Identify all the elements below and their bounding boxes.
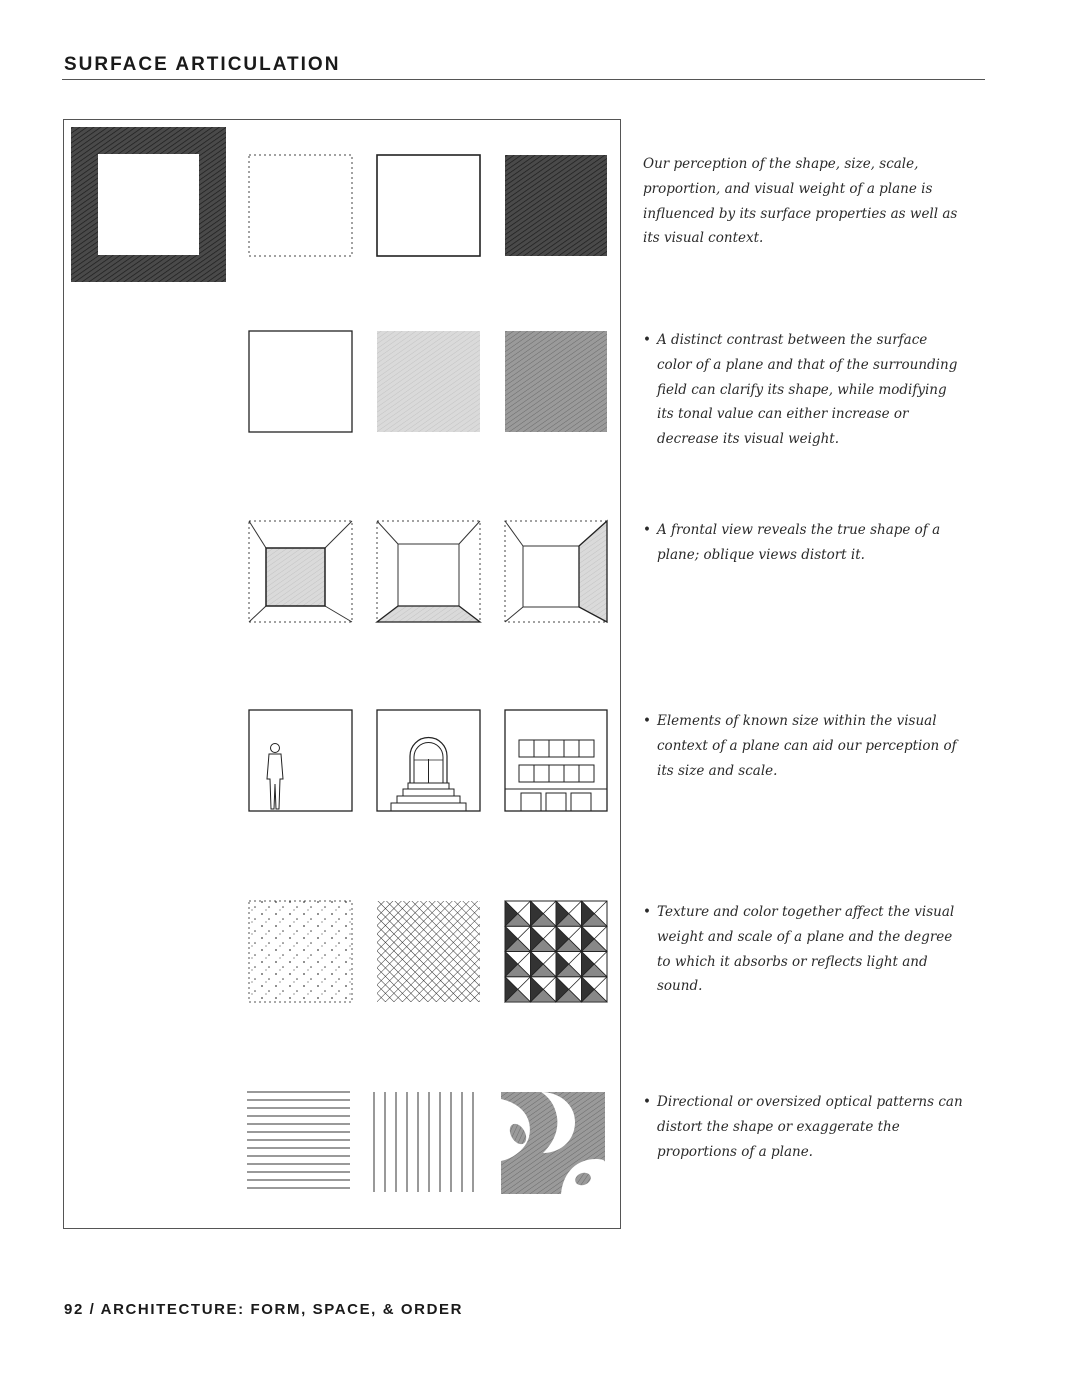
bullet-dot: • (643, 332, 651, 348)
windows-facade-plane (505, 710, 607, 811)
vertical-stripes-square (374, 1092, 473, 1192)
row-3-perspective-views (249, 521, 607, 622)
horizontal-stripes-square (247, 1092, 350, 1188)
row-6-optical-patterns (247, 1092, 605, 1194)
oversized-letter-pattern-square (501, 1092, 605, 1194)
intro-paragraph: Our perception of the shape, size, scale, proportion, and visual weight of a plane is influenced by its surface properties as well as its visual context. (643, 156, 958, 247)
oblique-view-floor (377, 521, 480, 622)
row-2-tonal-squares (249, 331, 607, 432)
row-5-textures (249, 901, 607, 1002)
bullet-tonal-contrast (643, 328, 963, 452)
mid-shaded-square (505, 331, 607, 432)
oblique-view-wall (505, 521, 607, 622)
page-title: SURFACE ARTICULATION (64, 54, 341, 75)
bullet-texture-color (643, 900, 963, 999)
bullet-dot: • (643, 1094, 651, 1110)
bullet-dot: • (643, 522, 651, 538)
bullet-text: Texture and color together affect the visual weight and scale of a plane and the degree to which it absorbs or reflects light and sound. (657, 904, 955, 995)
page-footer: 92 / ARCHITECTURE: FORM, SPACE, & ORDER (64, 1301, 464, 1318)
human-figure-plane (249, 710, 352, 811)
doorway-steps-plane (377, 710, 480, 811)
dotted-outline-square (249, 155, 352, 256)
bullet-known-size (643, 709, 963, 783)
crosshatch-texture-square (377, 901, 480, 1002)
bullet-dot: • (643, 904, 651, 920)
bullet-text: Directional or oversized optical patterns can distort the shape or exaggerate the proportions of a plane. (657, 1094, 963, 1160)
bullet-text: A distinct contrast between the surface color of a plane and that of the surrounding field can clarify its shape, while modifying its tonal value can either increase or decrease its visual weight. (657, 332, 958, 448)
bullet-optical-patterns (643, 1090, 963, 1164)
framed-white-square (71, 127, 226, 282)
light-shaded-square (377, 331, 480, 432)
white-outline-square (249, 331, 352, 432)
frontal-view (249, 521, 352, 622)
dark-shaded-square (505, 155, 607, 256)
stippled-texture-square (249, 901, 352, 1002)
bullet-text: Elements of known size within the visual context of a plane can aid our perception of its size and scale. (657, 713, 957, 779)
row-1-figures (71, 127, 607, 282)
title-rule (62, 79, 985, 80)
row-4-scale-elements (249, 710, 607, 811)
bullet-frontal-view (643, 518, 963, 568)
solid-outline-square (377, 155, 480, 256)
bullet-text: A frontal view reveals the true shape of a plane; oblique views distort it. (657, 522, 941, 563)
bullet-dot: • (643, 713, 651, 729)
pyramid-pattern-square (505, 901, 607, 1002)
illustration-panel (63, 119, 621, 1229)
